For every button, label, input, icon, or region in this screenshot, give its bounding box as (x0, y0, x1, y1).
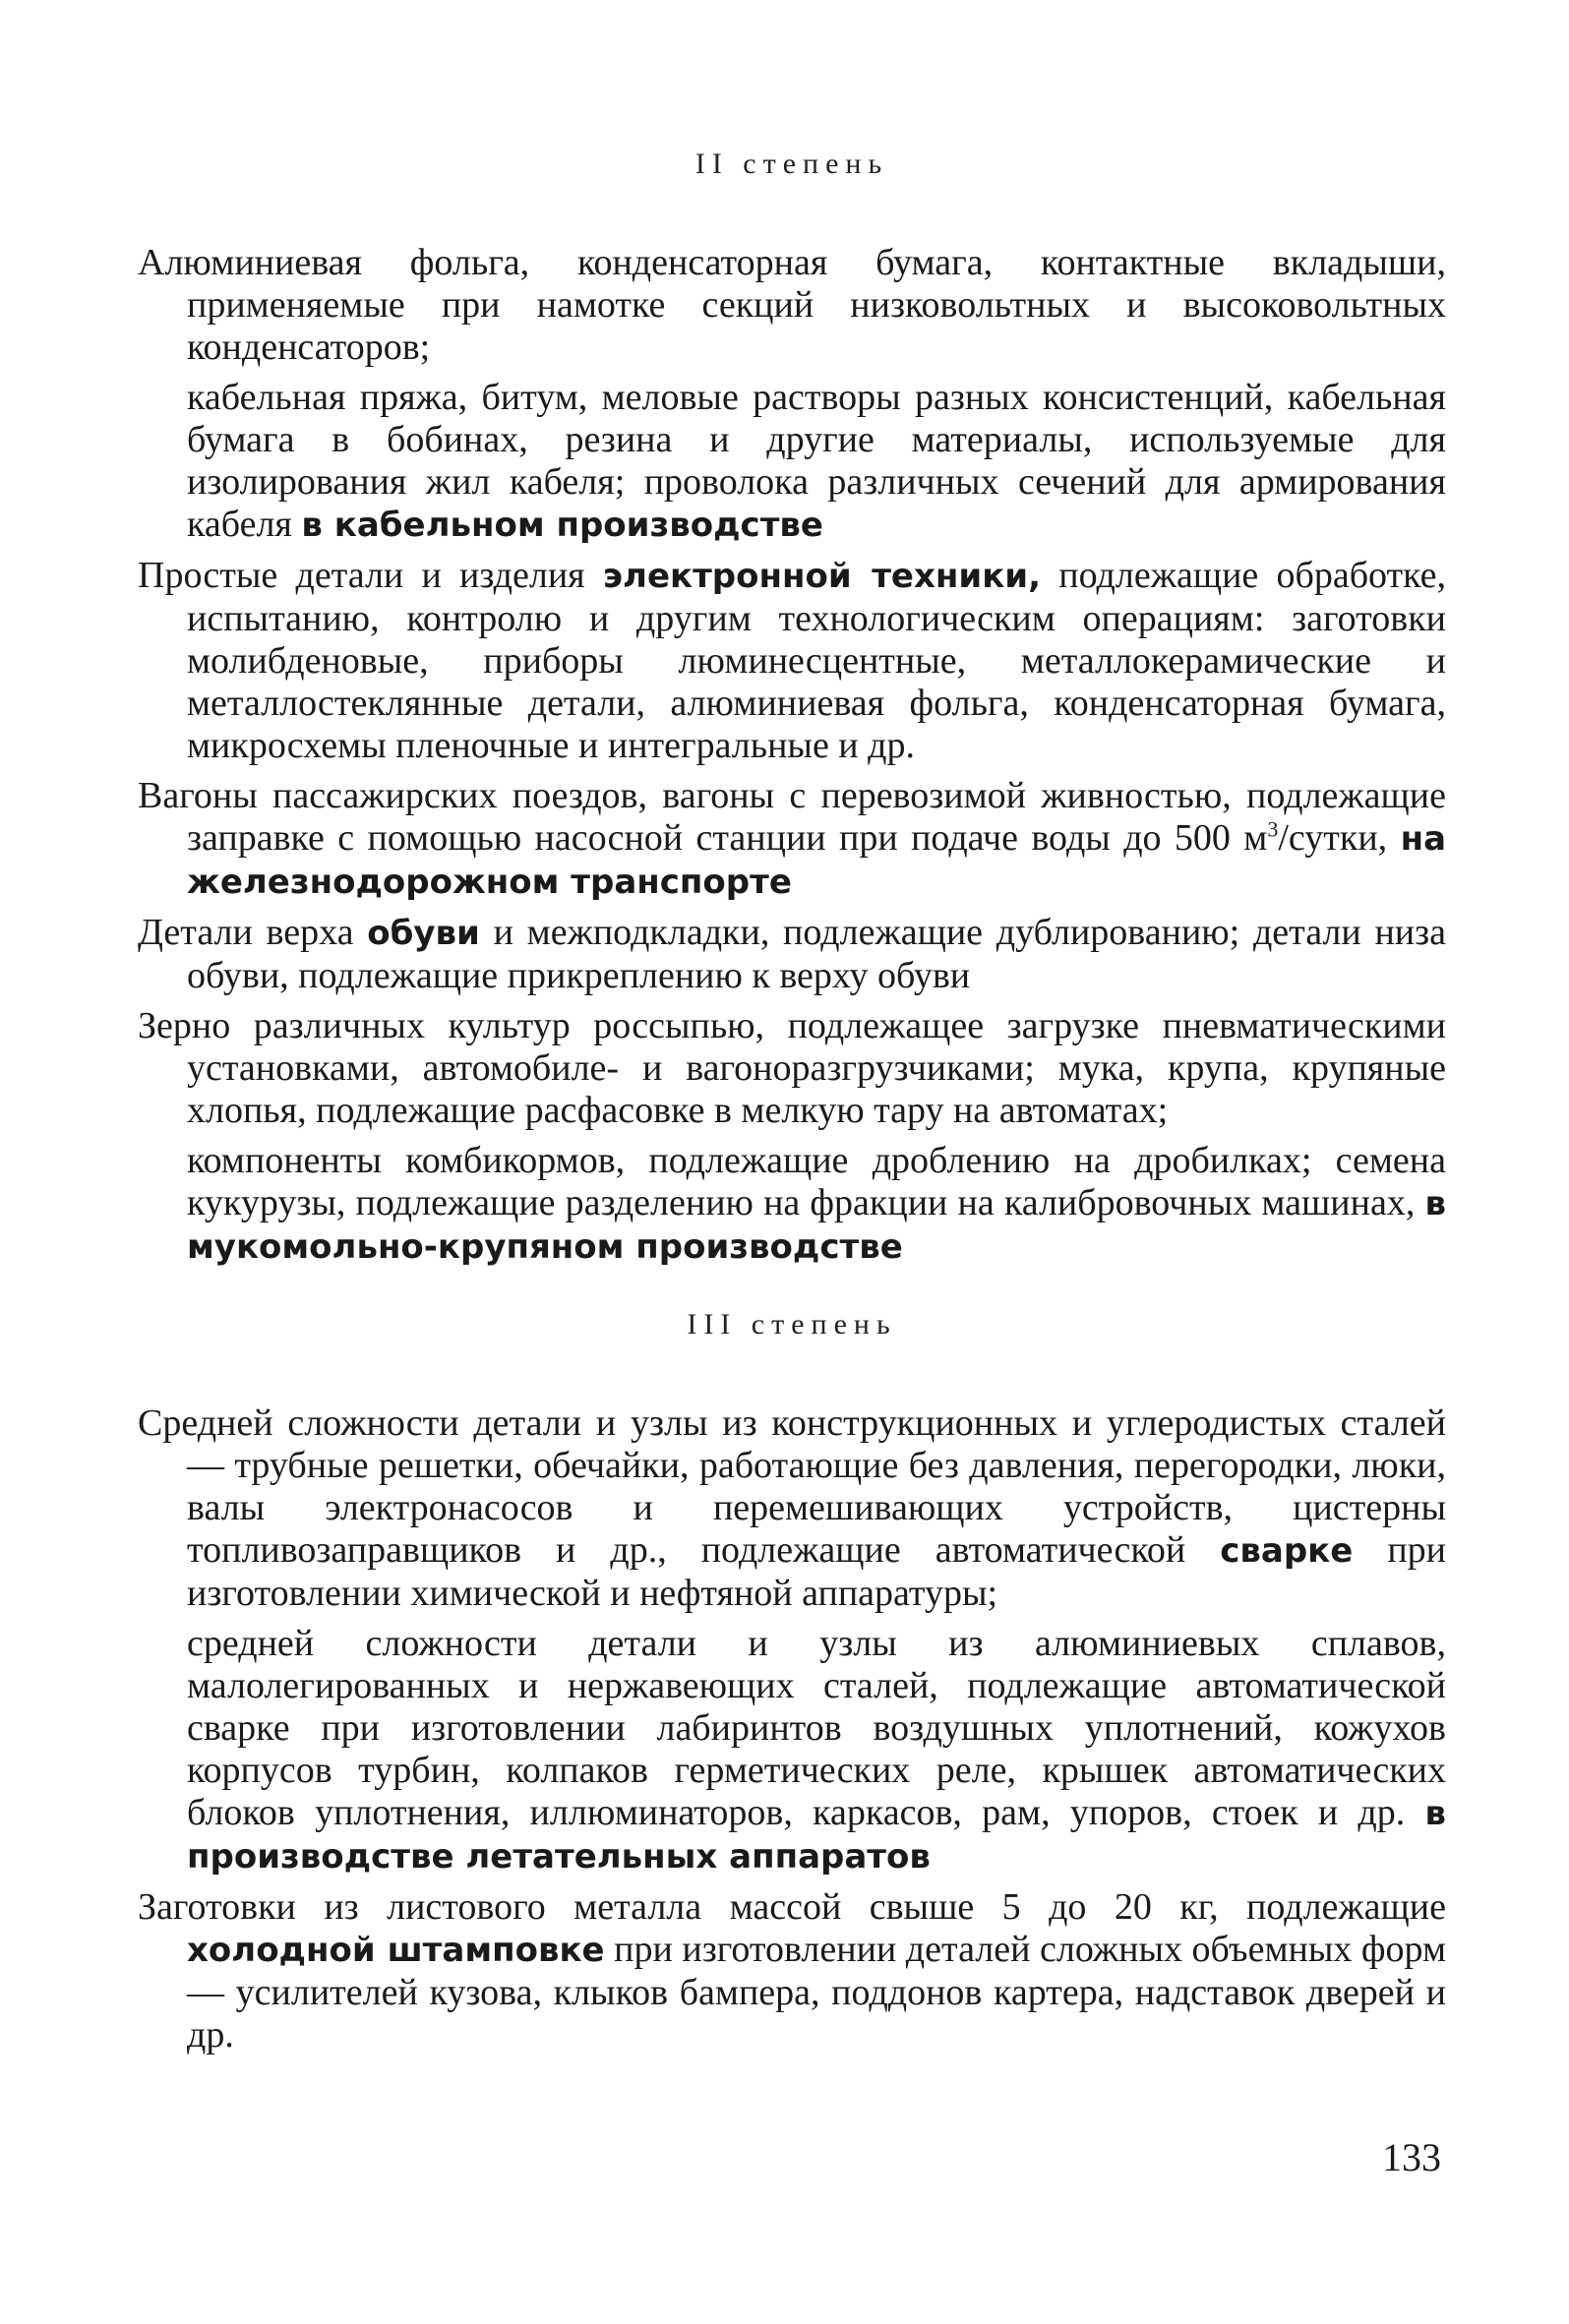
entry-footwear (138, 912, 1446, 997)
entry-text: подлежащие обработке, испытанию, контролю и другим технологическим операциям: заготовки молибденовые, приборы люминесцентные, металлокерамические и металлостеклянные детали, алюминиевая фольга, конденсаторная бумага, микросхемы пленочные и интегральные и др. (187, 555, 1447, 766)
section-heading-3: III степень (687, 1308, 897, 1341)
entry-text: Детали верха (138, 912, 354, 953)
industry-label: обуви (367, 914, 480, 953)
entry-text: Заготовки из листового металла массой свыше 5 до 20 кг, подлежащие (138, 1886, 1446, 1928)
entry-text: и межподкладки, подлежащие дублированию; детали низа обуви, подлежащие прикреплению к верху обуви (187, 912, 1446, 996)
entry-aluminum-alloy-parts (138, 1623, 1446, 1878)
entry-steel-parts (138, 1402, 1446, 1615)
entry-cable-yarn (138, 377, 1446, 547)
entry-railway-cars (138, 775, 1446, 904)
entry-text: Средней сложности детали и узлы из конструкционных и углеродистых сталей — трубные решетки, обечайки, работающие без давления, перегородки, люки, валы электронасосов и перемешивающих устройств, цистерны топливозаправщиков и др., подлежащие автоматической (138, 1402, 1446, 1571)
entry-text: средней сложности детали и узлы из алюминиевых сплавов, малолегированных и нержавеющих сталей, подлежащие автоматической сварке при изготовлении лабиринтов воздушных уплотнений, кожухов корпусов турбин, колпаков герметических реле, крышек автоматических блоков уплотнения, иллюминаторов, каркасов, рам, упоров, стоек и др. (187, 1623, 1446, 1833)
entry-electronics (138, 555, 1446, 767)
superscript: 3 (1267, 816, 1279, 842)
entry-text: кабельная пряжа, битум, меловые растворы разных консистенций, кабельная бумага в бобинах, резина и другие материалы, используемые для изолирования жил кабеля; проволока различных сечений для армирования кабеля (187, 377, 1446, 545)
industry-label: в производстве летательных аппаратов (187, 1794, 1447, 1877)
entry-aluminum-foil (138, 242, 1446, 369)
entry-grain (138, 1005, 1446, 1132)
entry-text: Простые детали и изделия (138, 555, 585, 596)
industry-label: холодной штамповке (187, 1931, 605, 1970)
entry-text: /сутки, (1278, 817, 1388, 859)
page-number: 133 (1382, 2135, 1441, 2179)
industry-label: в кабельном производстве (301, 506, 823, 545)
entry-text: Зерно различных культур россыпью, подлежащее загрузке пневматическими установками, автомобиле- и вагоноразгрузчиками; мука, крупа, крупяные хлопья, подлежащие расфасовке в мелкую тару на автоматах; (138, 1005, 1446, 1131)
entry-text: компоненты комбикормов, подлежащие дроблению на дробилках; семена кукурузы, подлежащие разделению на фракции на калибровочных машинах, (187, 1140, 1446, 1223)
industry-label: электронной техники, (602, 557, 1042, 596)
entry-feed-components (138, 1140, 1446, 1269)
industry-label: на железнодорожном транспорте (187, 819, 1447, 902)
entry-text: при изготовлении деталей сложных объемных форм — усилителей кузова, клыков бампера, поддонов картера, надставок дверей и др. (187, 1929, 1446, 2056)
industry-label: сварке (1220, 1531, 1354, 1571)
entry-text: при изготовлении химической и нефтяной аппаратуры; (187, 1529, 1447, 1614)
entry-text: Вагоны пассажирских поездов, вагоны с перевозимой живностью, подлежащие заправке с помощью насосной станции при подаче воды до 500 м (138, 775, 1446, 859)
entry-sheet-metal (138, 1886, 1446, 2056)
section-heading-2: II степень (694, 148, 889, 180)
industry-label: в мукомольно-крупяном производстве (187, 1184, 1446, 1267)
document-page (138, 148, 1446, 2064)
entry-text: Алюминиевая фольга, конденсаторная бумага, контактные вкладыши, применяемые при намотке секций низковольтных и высоковольтных конденсаторов; (138, 242, 1446, 368)
